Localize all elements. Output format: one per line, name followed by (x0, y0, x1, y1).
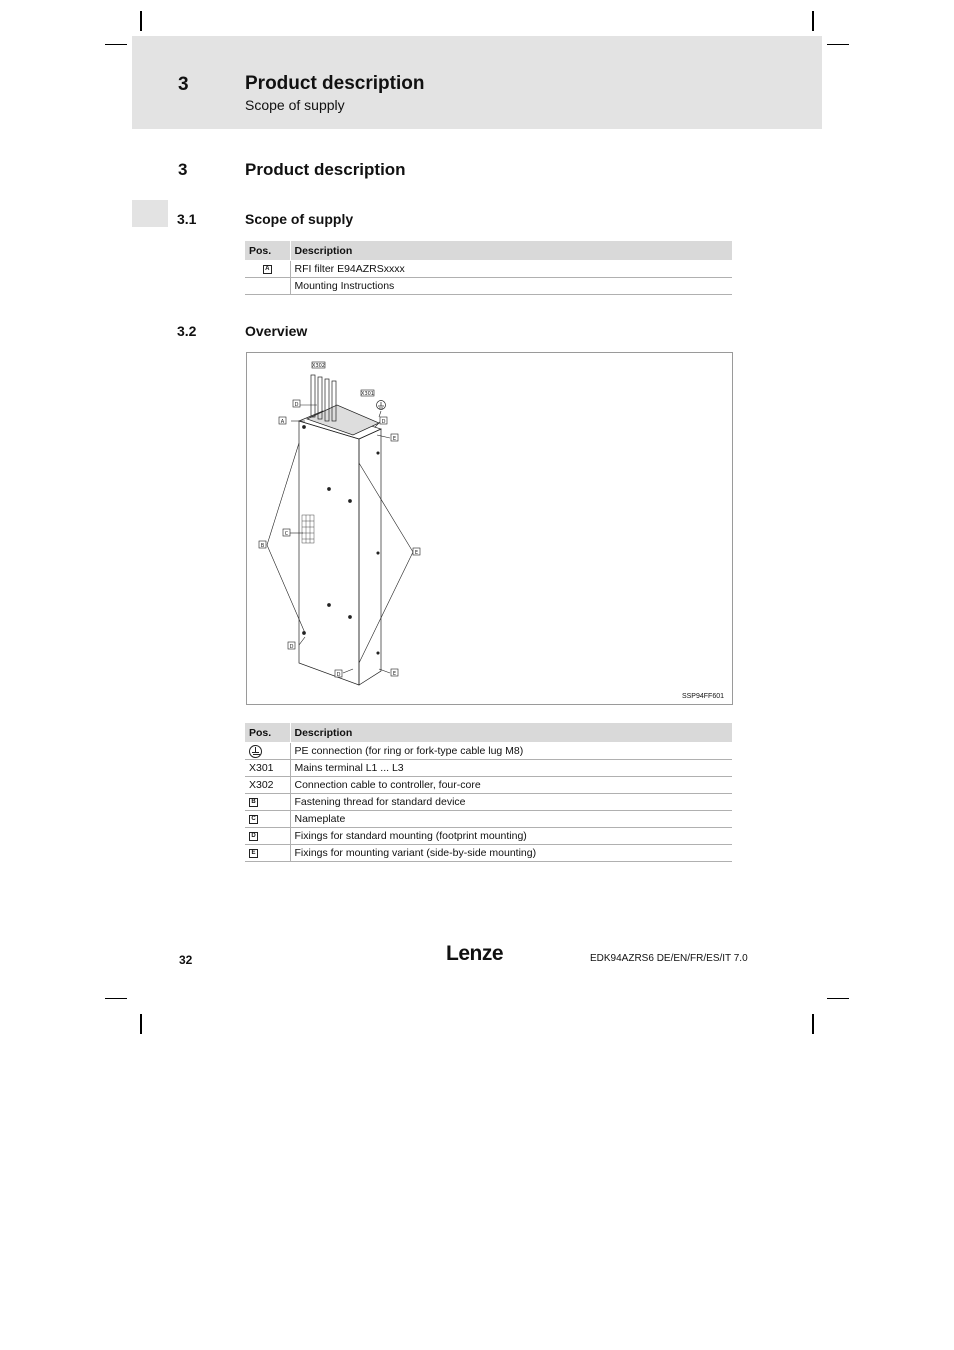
lenze-logo: Lenze (446, 942, 504, 965)
section-number-supply: 3.1 (177, 211, 197, 227)
position-label: D (249, 832, 258, 841)
position-label: B (249, 798, 258, 807)
filter-front-face (299, 421, 359, 685)
table-row (245, 743, 732, 760)
crop-mark (827, 44, 849, 45)
overview-figure (246, 352, 733, 705)
scope-of-supply-table (245, 241, 732, 295)
label-a: A (280, 419, 285, 425)
label-x302: X302 (312, 363, 325, 369)
cable (311, 375, 315, 417)
table-row (245, 777, 732, 794)
section-number-overview: 3.2 (177, 323, 197, 339)
column-header-pos: Pos. (245, 241, 290, 261)
label-d: D (336, 672, 341, 678)
position-label: A (263, 265, 272, 274)
position-label: E (249, 849, 258, 858)
header-chapter-title: Product description (245, 73, 425, 94)
pe-ground-icon (249, 745, 262, 758)
row-description: Fixings for mounting variant (side-by-side mounting) (290, 845, 732, 862)
chapter-title: Product description (245, 160, 406, 179)
row-pos (245, 278, 290, 295)
table-row (245, 794, 732, 811)
row-description: RFI filter E94AZRSxxxx (290, 261, 732, 278)
row-description: Fixings for standard mounting (footprint mounting) (290, 828, 732, 845)
table-row (245, 760, 732, 777)
label-e: E (392, 671, 397, 677)
label-d: D (289, 644, 294, 650)
row-description: Mounting Instructions (290, 278, 732, 295)
table-row (245, 811, 732, 828)
section-title-supply: Scope of supply (245, 211, 354, 227)
crop-mark (140, 11, 142, 31)
header-section-subtitle: Scope of supply (245, 97, 345, 113)
page-header-band (132, 36, 822, 129)
table-row (245, 845, 732, 862)
crop-mark (140, 1014, 142, 1034)
column-header-description: Description (290, 241, 732, 261)
table-row (245, 261, 732, 278)
row-description: PE connection (for ring or fork-type cable lug M8) (290, 743, 732, 760)
column-header-description: Description (290, 723, 732, 743)
overview-table (245, 723, 732, 862)
nameplate (302, 515, 314, 543)
rfi-filter-drawing (247, 353, 732, 704)
column-header-pos: Pos. (245, 723, 290, 743)
crop-mark (827, 998, 849, 999)
side-tab-marker (132, 200, 168, 227)
label-e: E (414, 550, 419, 556)
crop-mark (812, 11, 814, 31)
label-d: D (381, 419, 386, 425)
table-row (245, 278, 732, 295)
row-description: Mains terminal L1 ... L3 (290, 760, 732, 777)
label-b: B (260, 543, 265, 549)
position-label: C (249, 815, 258, 824)
chapter-number: 3 (178, 160, 188, 179)
crop-mark (812, 1014, 814, 1034)
row-description: Nameplate (290, 811, 732, 828)
section-title-overview: Overview (245, 323, 308, 339)
header-chapter-number: 3 (178, 74, 189, 95)
label-c: C (284, 531, 289, 537)
crop-mark (105, 44, 127, 45)
label-d: D (294, 402, 299, 408)
figure-reference: SSP94FF601 (681, 693, 724, 700)
row-description: Fastening thread for standard device (290, 794, 732, 811)
label-e: E (392, 436, 397, 442)
row-pos: X301 (245, 760, 290, 777)
row-description: Connection cable to controller, four-core (290, 777, 732, 794)
pe-ground-icon (377, 401, 386, 410)
table-row (245, 828, 732, 845)
label-x301: X301 (361, 391, 374, 397)
row-pos: X302 (245, 777, 290, 794)
document-reference: EDK94AZRS6 DE/EN/FR/ES/IT 7.0 (590, 953, 748, 964)
page-number: 32 (179, 953, 193, 967)
filter-side-face (359, 429, 381, 685)
crop-mark (105, 998, 127, 999)
